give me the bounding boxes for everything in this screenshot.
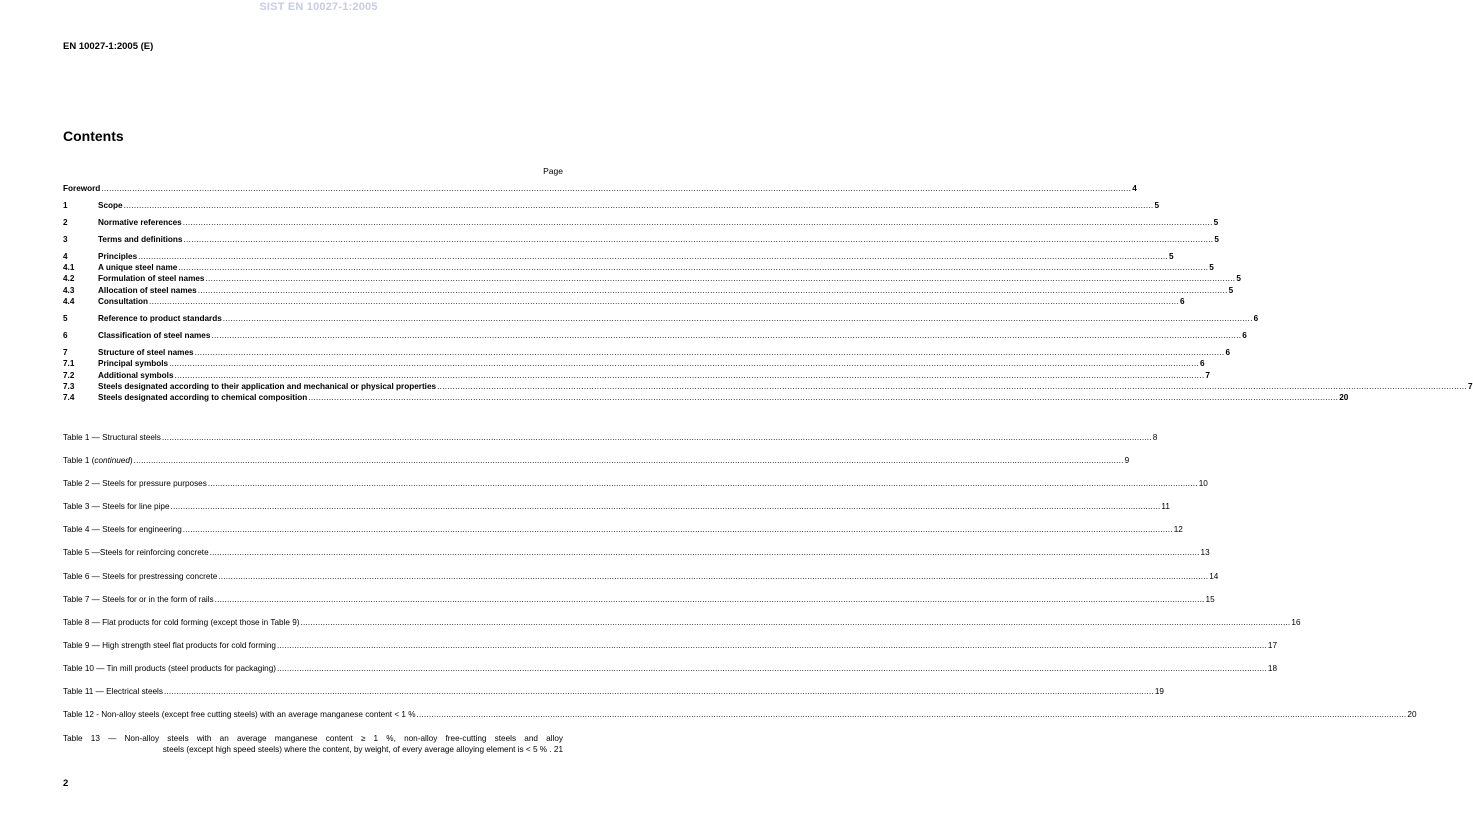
dot-leader: ................................................................................................................................................................................................................................................................................................................................................................................................................ xyxy=(170,502,1161,511)
toc-table-page: 17 xyxy=(1267,641,1277,650)
toc-table-page: 14 xyxy=(1209,572,1219,581)
toc-table-title-text: Table 11 — Electrical steels xyxy=(63,687,163,696)
toc-entry[interactable] xyxy=(63,286,1234,296)
toc-entry[interactable] xyxy=(63,348,1231,358)
toc-entry[interactable] xyxy=(63,297,1185,307)
toc-table-page: 18 xyxy=(1267,664,1277,673)
page-column-label: Page xyxy=(543,166,563,176)
toc-table-title xyxy=(63,572,217,582)
toc-entry-page: 6 xyxy=(1242,331,1247,340)
toc-entry[interactable] xyxy=(63,252,1174,262)
toc-table-entry[interactable] xyxy=(63,572,1219,582)
toc-table-page: 9 xyxy=(1124,456,1130,465)
toc-entry-number: 7.2 xyxy=(63,371,75,380)
toc-table-title xyxy=(63,525,182,535)
toc-table-entry[interactable] xyxy=(63,479,1208,489)
toc-table-entry[interactable] xyxy=(63,618,1301,628)
toc-entry-page: 5 xyxy=(1228,286,1234,295)
toc-entry-page: 5 xyxy=(1169,252,1174,261)
toc-table-title-text: Table 10 — Tin mill products (steel products for packaging) xyxy=(63,664,276,673)
toc-table-title-text: Table 8 — Flat products for cold forming (except those in Table 9) xyxy=(63,618,300,627)
toc-entry-page: 5 xyxy=(1214,235,1219,244)
toc-entry-title: Normative references xyxy=(98,218,182,227)
dot-leader: ................................................................................................................................................................................................................................................................................................................................................................................................................ xyxy=(205,274,1236,283)
toc-table-entry[interactable] xyxy=(63,525,1183,535)
toc-entry-number: 4.4 xyxy=(63,297,75,306)
toc-table-page: 19 xyxy=(1154,687,1164,696)
toc-entry-page: 20 xyxy=(1339,393,1349,402)
dot-leader: ................................................................................................................................................................................................................................................................................................................................................................................................................ xyxy=(209,548,1200,557)
toc-table-page: 16 xyxy=(1291,618,1301,627)
toc-table-title xyxy=(63,641,276,651)
toc-table-page: 8 xyxy=(1152,433,1158,442)
toc-table-title-text: Table 5 —Steels for reinforcing concrete xyxy=(63,548,209,557)
toc-table-entry[interactable] xyxy=(63,641,1277,651)
toc-entry-page: 6 xyxy=(1225,348,1231,357)
toc-table-title-text: Table 7 — Steels for or in the form of rails xyxy=(63,595,214,604)
toc-table-entry[interactable] xyxy=(63,664,1277,674)
toc-table-entry[interactable] xyxy=(63,595,1215,605)
toc-entry-number: 5 xyxy=(63,314,68,323)
page-number: 2 xyxy=(63,778,69,789)
toc-table-title-text: Table 4 — Steels for engineering xyxy=(63,525,182,534)
toc-entry-number: 7.1 xyxy=(63,359,75,368)
toc-entry-page: 6 xyxy=(1199,359,1205,368)
toc-table-title xyxy=(63,479,207,489)
toc-entry-number: 4.2 xyxy=(63,274,75,283)
dot-leader: ................................................................................................................................................................................................................................................................................................................................................................................................................ xyxy=(182,218,1213,227)
toc-entry[interactable] xyxy=(63,235,1219,245)
toc-entry[interactable] xyxy=(63,382,1473,392)
dot-leader: ................................................................................................................................................................................................................................................................................................................................................................................................................ xyxy=(276,664,1267,673)
dot-leader: ................................................................................................................................................................................................................................................................................................................................................................................................................ xyxy=(163,687,1154,696)
toc-table-title-suffix: ) xyxy=(129,456,133,465)
toc-table-page: 21 xyxy=(553,745,563,754)
dot-leader: ................................................................................................................................................................................................................................................................................................................................................................................................................ xyxy=(169,359,1199,368)
toc-table-entry[interactable] xyxy=(63,687,1164,697)
toc-table-entry[interactable] xyxy=(63,548,1210,558)
toc-entry-title: Foreword xyxy=(63,184,101,193)
toc-table-title-line2-text: steels (except high speed steels) where the content, by weight, of every average alloying element is < 5 % . xyxy=(162,745,552,754)
dot-leader: ................................................................................................................................................................................................................................................................................................................................................................................................................ xyxy=(161,433,1152,442)
toc-table-page: 12 xyxy=(1173,525,1183,534)
toc-entry-number: 3 xyxy=(63,235,68,244)
toc-table-title-text: Table 2 — Steels for pressure purposes xyxy=(63,479,207,488)
dot-leader: ................................................................................................................................................................................................................................................................................................................................................................................................................ xyxy=(101,184,1132,193)
toc-entry[interactable] xyxy=(63,201,1160,211)
dot-leader: ................................................................................................................................................................................................................................................................................................................................................................................................................ xyxy=(178,263,1209,272)
dot-leader: ................................................................................................................................................................................................................................................................................................................................................................................................................ xyxy=(276,641,1267,650)
dot-leader: ................................................................................................................................................................................................................................................................................................................................................................................................................ xyxy=(197,286,1228,295)
toc-entry-page: 6 xyxy=(1179,297,1185,306)
toc-entry-title: Steels designated according to their application and mechanical or physical properties xyxy=(98,382,437,391)
toc-table-title xyxy=(63,595,214,605)
toc-entry-title: A unique steel name xyxy=(98,263,178,272)
toc-entry-title: Principles xyxy=(98,252,138,261)
toc-table-title-text: Table 6 — Steels for prestressing concrete xyxy=(63,572,218,581)
dot-leader: ................................................................................................................................................................................................................................................................................................................................................................................................................ xyxy=(183,235,1214,244)
toc-table-title xyxy=(63,618,300,628)
dot-leader: ................................................................................................................................................................................................................................................................................................................................................................................................................ xyxy=(194,348,1225,357)
toc-table-page: 10 xyxy=(1198,479,1208,488)
toc-table-page: 11 xyxy=(1161,502,1170,511)
toc-entry-page: 5 xyxy=(1154,201,1160,210)
dot-leader: ................................................................................................................................................................................................................................................................................................................................................................................................................ xyxy=(437,382,1467,391)
toc-entry-page: 6 xyxy=(1253,314,1259,323)
dot-leader: ................................................................................................................................................................................................................................................................................................................................................................................................................ xyxy=(416,710,1407,719)
dot-leader: ................................................................................................................................................................................................................................................................................................................................................................................................................ xyxy=(138,252,1169,261)
toc-entry[interactable] xyxy=(63,314,1259,324)
toc-table-title-text: Table 3 — Steels for line pipe xyxy=(63,502,170,511)
toc-entry-title: Classification of steel names xyxy=(98,331,211,340)
toc-table-entry[interactable] xyxy=(63,456,1130,466)
toc-table-page: 20 xyxy=(1407,710,1417,719)
dot-leader: ................................................................................................................................................................................................................................................................................................................................................................................................................ xyxy=(182,525,1173,534)
toc-entry-title: Formulation of steel names xyxy=(98,274,205,283)
dot-leader: ................................................................................................................................................................................................................................................................................................................................................................................................................ xyxy=(123,201,1154,210)
toc-table-title xyxy=(63,456,133,466)
dot-leader: ................................................................................................................................................................................................................................................................................................................................................................................................................ xyxy=(133,456,1124,465)
toc-entry[interactable] xyxy=(63,184,1137,194)
dot-leader: ................................................................................................................................................................................................................................................................................................................................................................................................................ xyxy=(211,331,1242,340)
dot-leader: ................................................................................................................................................................................................................................................................................................................................................................................................................ xyxy=(218,572,1209,581)
toc-entry-title: Steels designated according to chemical composition xyxy=(98,393,308,402)
toc-table-title-text: Table 1 ( xyxy=(63,456,95,465)
toc-table-entry[interactable] xyxy=(63,433,1158,443)
toc-entry-title: Structure of steel names xyxy=(98,348,194,357)
dot-leader: ................................................................................................................................................................................................................................................................................................................................................................................................................ xyxy=(174,371,1205,380)
toc-entry-number: 2 xyxy=(63,218,68,227)
toc-entry[interactable] xyxy=(63,371,1210,381)
toc-table-title xyxy=(63,687,163,697)
page-title: Contents xyxy=(63,128,124,144)
toc-entry-page: 5 xyxy=(1209,263,1214,272)
toc-entry[interactable] xyxy=(63,393,1349,403)
watermark: SIST EN 10027-1:2005 xyxy=(259,1,378,13)
document-id: EN 10027-1:2005 (E) xyxy=(63,41,154,52)
toc-table-title-text: Table 1 — Structural steels xyxy=(63,433,161,442)
toc-entry-number: 4.1 xyxy=(63,263,75,272)
toc-entry-number: 4 xyxy=(63,252,68,261)
toc-entry-number: 6 xyxy=(63,331,68,340)
toc-entry-number: 7 xyxy=(63,348,68,357)
toc-table-page: 15 xyxy=(1205,595,1215,604)
dot-leader: ................................................................................................................................................................................................................................................................................................................................................................................................................ xyxy=(300,618,1291,627)
toc-entry-title: Consultation xyxy=(98,297,149,306)
toc-table-title xyxy=(63,664,276,674)
toc-entry[interactable] xyxy=(63,331,1247,341)
toc-table-title-text: Table 12 - Non-alloy steels (except free cutting steels) with an average manganese content < 1 % xyxy=(63,710,416,719)
toc-entry-page: 4 xyxy=(1132,184,1137,193)
toc-entry-number: 4.3 xyxy=(63,286,75,295)
toc-table-entry[interactable] xyxy=(63,502,1170,512)
toc-table-title-line1: Table 13 — Non-alloy steels with an average manganese content ≥ 1 %, non-alloy free-cutting steels and alloy xyxy=(63,734,563,743)
toc-table-title xyxy=(63,433,161,443)
toc-entry-page: 5 xyxy=(1236,274,1241,283)
toc-table-title-emphasis: continued xyxy=(94,456,130,465)
toc-entry-page: 5 xyxy=(1213,218,1219,227)
dot-leader: ................................................................................................................................................................................................................................................................................................................................................................................................................ xyxy=(149,297,1179,306)
toc-entry-number: 7.3 xyxy=(63,382,75,391)
dot-leader: ................................................................................................................................................................................................................................................................................................................................................................................................................ xyxy=(207,479,1198,488)
toc-entry-page: 7 xyxy=(1205,371,1210,380)
toc-entry-title: Principal symbols xyxy=(98,359,169,368)
toc-entry[interactable] xyxy=(63,359,1205,369)
toc-entry-number: 7.4 xyxy=(63,393,75,402)
toc-entry-title: Terms and definitions xyxy=(98,235,183,244)
toc-table-title xyxy=(63,710,416,720)
toc-entry[interactable] xyxy=(63,218,1219,228)
toc-entry-page: 7 xyxy=(1467,382,1473,391)
toc-entry[interactable] xyxy=(63,263,1214,273)
toc-table-page: 13 xyxy=(1200,548,1210,557)
toc-entry-title: Additional symbols xyxy=(98,371,174,380)
toc-entry[interactable] xyxy=(63,274,1241,284)
toc-entry-title: Allocation of steel names xyxy=(98,286,197,295)
toc-entry-title: Reference to product standards xyxy=(98,314,222,323)
dot-leader: ................................................................................................................................................................................................................................................................................................................................................................................................................ xyxy=(214,595,1205,604)
toc-table-title xyxy=(63,548,209,558)
toc-table-title-text: Table 9 — High strength steel flat products for cold forming xyxy=(63,641,276,650)
toc-table-entry[interactable] xyxy=(63,710,1417,720)
toc-entry-number: 1 xyxy=(63,201,68,210)
dot-leader: ................................................................................................................................................................................................................................................................................................................................................................................................................ xyxy=(308,393,1339,402)
dot-leader: ................................................................................................................................................................................................................................................................................................................................................................................................................ xyxy=(222,314,1253,323)
toc-table-title xyxy=(63,502,170,512)
toc-entry-title: Scope xyxy=(98,201,123,210)
toc-table-title-line2 xyxy=(63,744,563,755)
toc-table-entry-13[interactable] xyxy=(63,733,563,755)
